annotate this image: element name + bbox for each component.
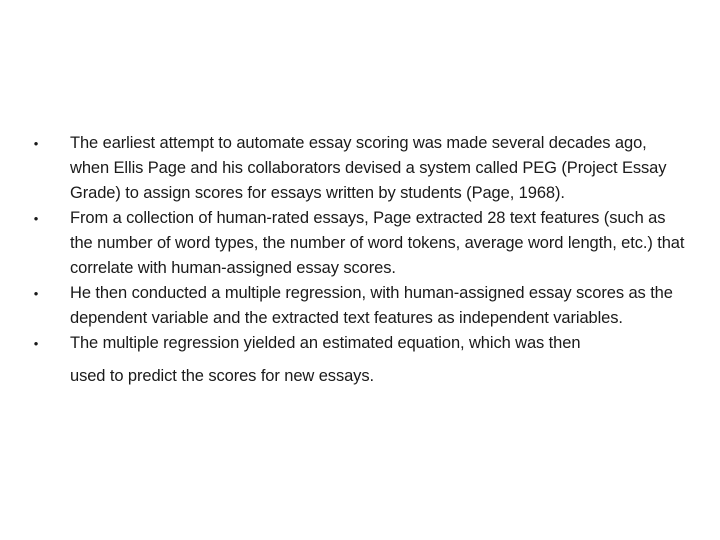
- bullet-marker: •: [33, 211, 39, 226]
- list-item: [28, 281, 688, 331]
- bullet-text-line-1: The multiple regression yielded an estimated equation, which was then: [70, 334, 581, 352]
- bullet-marker: •: [33, 286, 39, 301]
- list-item: [28, 206, 688, 281]
- list-item: [28, 131, 688, 206]
- list-item: [28, 331, 688, 389]
- line-gap: [70, 356, 688, 364]
- bullet-text: The earliest attempt to automate essay scoring was made several decades ago, when Ellis Page and his collaborators devised a system called PEG (Project Essay Grade) to assign scores for essays written by students (Page, 1968).: [70, 134, 667, 202]
- bullet-marker: •: [33, 136, 39, 151]
- bullet-marker: •: [33, 336, 39, 351]
- bullet-text: From a collection of human-rated essays, Page extracted 28 text features (such as the number of word types, the number of word tokens, average word length, etc.) that correlate with human-assigned essay scores.: [70, 209, 685, 277]
- bullet-text: He then conducted a multiple regression, with human-assigned essay scores as the dependent variable and the extracted text features as independent variables.: [70, 284, 673, 327]
- bullet-text-line-2: used to predict the scores for new essays.: [70, 367, 374, 385]
- bullet-list: [28, 131, 688, 389]
